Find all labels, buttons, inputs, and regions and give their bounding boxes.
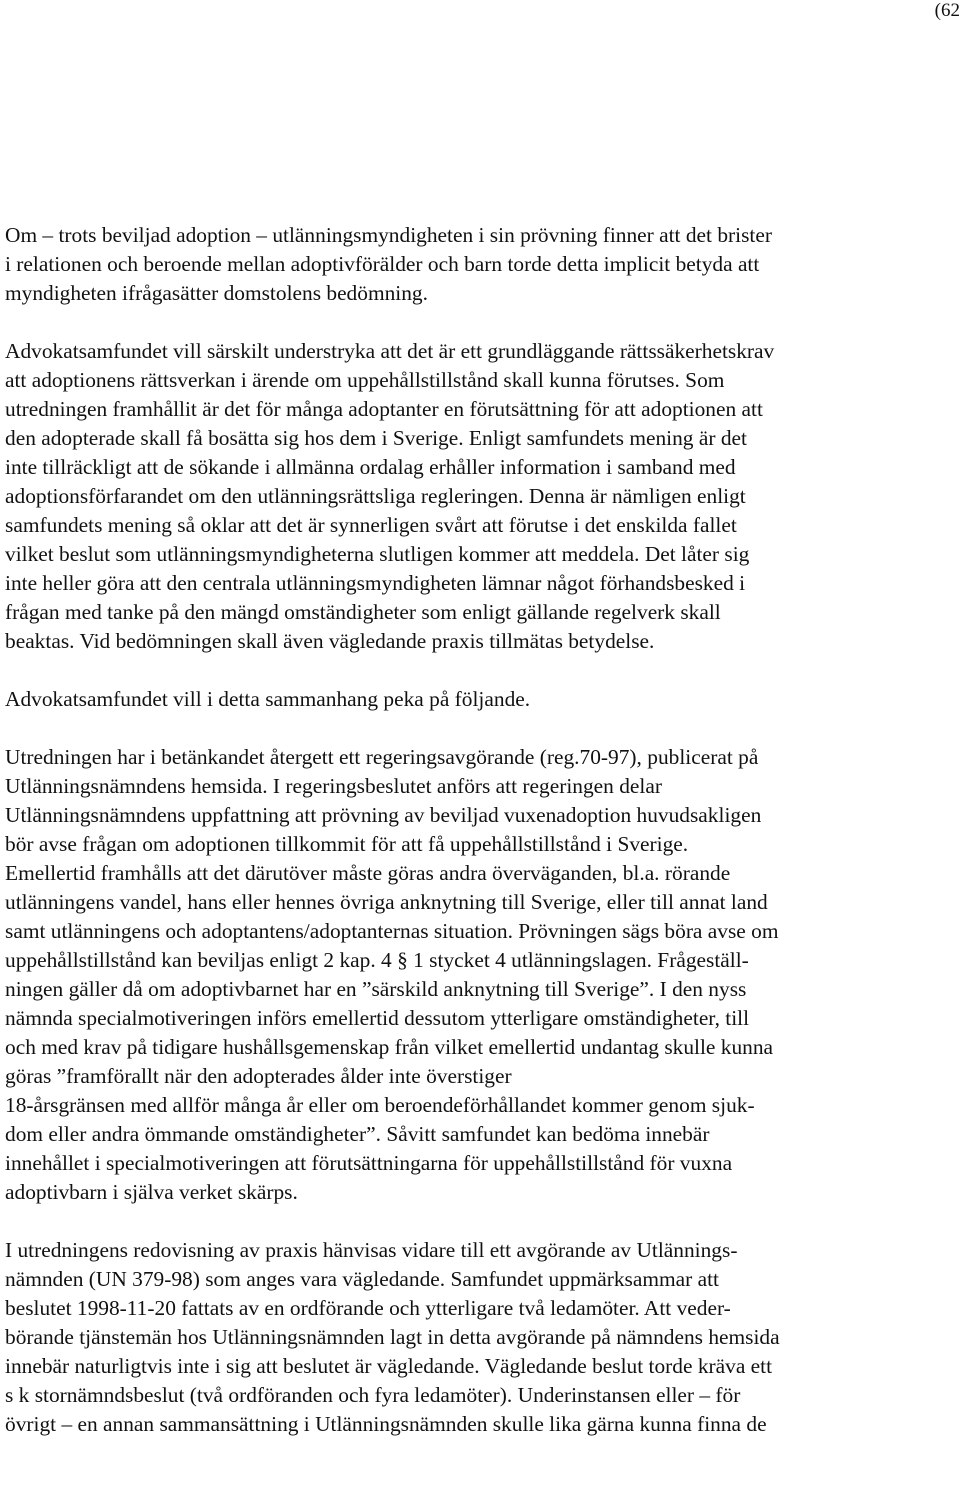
text-line: uppehållstillstånd kan beviljas enligt 2 kap. 4 § 1 stycket 4 utlänningslagen. Frågeställ-	[5, 948, 749, 972]
text-line: innehållet i specialmotiveringen att förutsättningarna för uppehållstillstånd för vuxna	[5, 1151, 733, 1175]
text-line: Om – trots beviljad adoption – utlänningsmyndigheten i sin prövning finner att det brister	[5, 223, 772, 247]
paragraph-1	[5, 221, 955, 308]
page-number: (62	[934, 0, 960, 21]
text-line: Utlänningsnämndens hemsida. I regeringsbeslutet anförs att regeringen delar	[5, 774, 662, 798]
paragraph-4	[5, 743, 955, 1207]
text-line: utlänningens vandel, hans eller hennes övriga anknytning till Sverige, eller till annat land	[5, 890, 768, 914]
text-line: Utredningen har i betänkandet återgett ett regeringsavgörande (reg.70-97), publicerat på	[5, 745, 759, 769]
text-line: frågan med tanke på den mängd omständigheter som enligt gällande regelverk skall	[5, 600, 721, 624]
text-line: Emellertid framhålls att det därutöver måste göras andra överväganden, bl.a. rörande	[5, 861, 731, 885]
text-line: inte tillräckligt att de sökande i allmänna ordalag erhåller information i samband med	[5, 455, 736, 479]
text-line: dom eller andra ömmande omständigheter”. Såvitt samfundet kan bedöma innebär	[5, 1122, 710, 1146]
text-line: 18-årsgränsen med allför många år eller om beroendeförhållandet kommer genom sjuk-	[5, 1093, 755, 1117]
text-line: Utlänningsnämndens uppfattning att prövning av beviljad vuxenadoption huvudsakligen	[5, 803, 762, 827]
text-line: Advokatsamfundet vill särskilt understryka att det är ett grundläggande rättssäkerhetskrav	[5, 339, 775, 363]
document-body	[5, 221, 955, 1439]
paragraph-3	[5, 685, 955, 714]
text-line: att adoptionens rättsverkan i ärende om uppehållstillstånd skall kunna förutses. Som	[5, 368, 725, 392]
text-line: i relationen och beroende mellan adoptivförälder och barn torde detta implicit betyda att	[5, 252, 760, 276]
text-line: samfundets mening så oklar att det är synnerligen svårt att förutse i det enskilda fallet	[5, 513, 737, 537]
text-line: göras ”framförallt när den adopterades ålder inte överstiger	[5, 1064, 512, 1088]
text-line: utredningen framhållit är det för många adoptanter en förutsättning för att adoptionen att	[5, 397, 763, 421]
text-line: övrigt – en annan sammansättning i Utlänningsnämnden skulle lika gärna kunna finna de	[5, 1412, 767, 1436]
text-line: den adopterade skall få bosätta sig hos dem i Sverige. Enligt samfundets mening är det	[5, 426, 747, 450]
paragraph-5	[5, 1236, 955, 1439]
text-line: I utredningens redovisning av praxis hänvisas vidare till ett avgörande av Utlännings-	[5, 1238, 738, 1262]
text-line: s k stornämndsbeslut (två ordföranden och fyra ledamöter). Underinstansen eller – för	[5, 1383, 741, 1407]
text-line: ningen gäller då om adoptivbarnet har en ”särskild anknytning till Sverige”. I den nyss	[5, 977, 747, 1001]
text-line: inte heller göra att den centrala utlänningsmyndigheten lämnar något förhandsbesked i	[5, 571, 746, 595]
text-line: och med krav på tidigare hushållsgemenskap från vilket emellertid undantag skulle kunna	[5, 1035, 774, 1059]
text-line: Advokatsamfundet vill i detta sammanhang peka på följande.	[5, 687, 531, 711]
text-line: samt utlänningens och adoptantens/adoptanternas situation. Prövningen sägs böra avse om	[5, 919, 779, 943]
text-line: bör avse frågan om adoptionen tillkommit för att få uppehållstillstånd i Sverige.	[5, 832, 689, 856]
text-line: beaktas. Vid bedömningen skall även vägledande praxis tillmätas betydelse.	[5, 629, 655, 653]
text-line: nämnden (UN 379-98) som anges vara vägledande. Samfundet uppmärksammar att	[5, 1267, 719, 1291]
text-line: innebär naturligtvis inte i sig att beslutet är vägledande. Vägledande beslut torde kräva ett	[5, 1354, 773, 1378]
text-line: adoptivbarn i själva verket skärps.	[5, 1180, 298, 1204]
text-line: myndigheten ifrågasätter domstolens bedömning.	[5, 281, 428, 305]
paragraph-2	[5, 337, 955, 656]
text-line: nämnda specialmotiveringen införs emellertid dessutom ytterligare omständigheter, till	[5, 1006, 750, 1030]
text-line: adoptionsförfarandet om den utlänningsrättsliga regleringen. Denna är nämligen enligt	[5, 484, 746, 508]
text-line: beslutet 1998-11-20 fattats av en ordförande och ytterligare två ledamöter. Att veder-	[5, 1296, 731, 1320]
text-line: vilket beslut som utlänningsmyndigheterna slutligen kommer att meddela. Det låter sig	[5, 542, 750, 566]
text-line: börande tjänstemän hos Utlänningsnämnden lagt in detta avgörande på nämndens hemsida	[5, 1325, 780, 1349]
